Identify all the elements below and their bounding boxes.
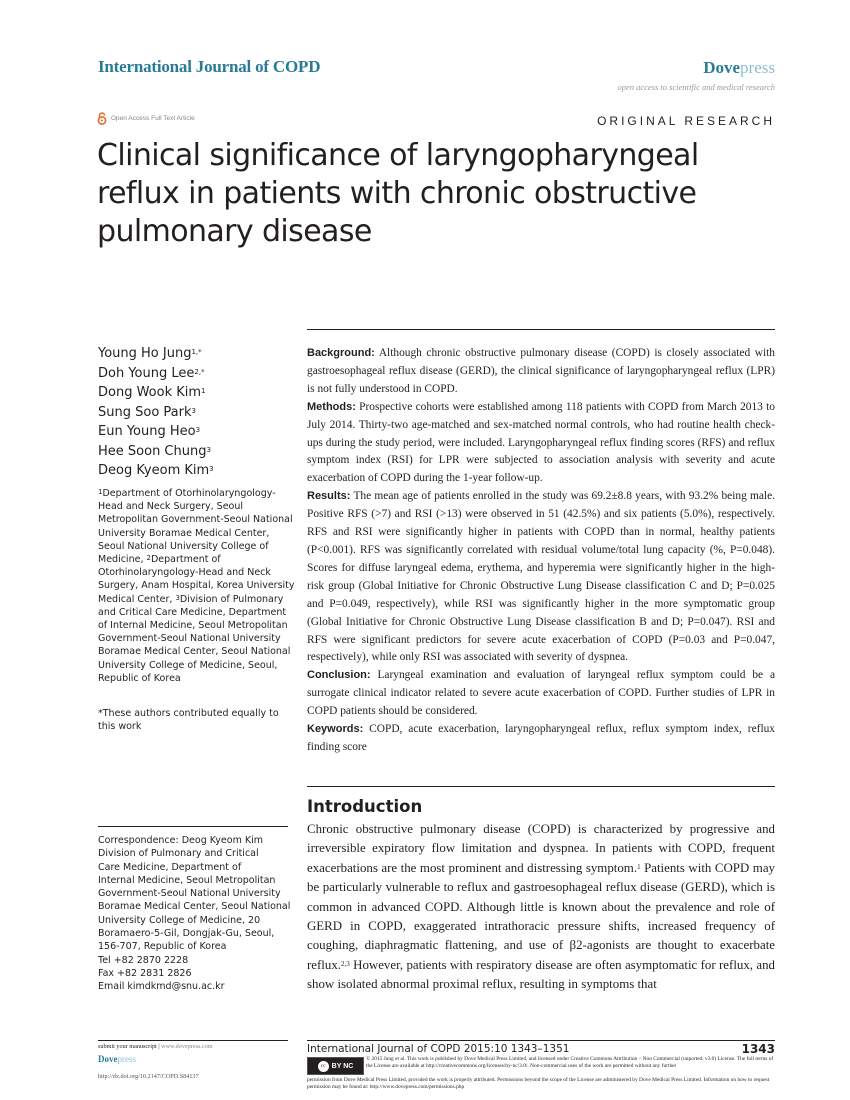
footer-publisher-logo[interactable] [98, 1054, 136, 1064]
body-text: Chronic obstructive pulmonary disease (COPD) is characterized by progressive and irreversible expiratory flow limitation and dyspnea. In patients with COPD, frequent exacerbations are the most prominent and distressing symptom. [307, 822, 775, 875]
abstract [307, 345, 775, 757]
affiliations [98, 487, 298, 685]
abstract-keywords [307, 721, 775, 757]
correspondence-line: Fax +82 2831 2826 [98, 967, 192, 979]
abstract-text: COPD, acute exacerbation, laryngopharyngeal reflux, reflux symptom index, reflux finding score [307, 723, 775, 753]
abstract-background [307, 345, 775, 399]
abstract-text: Prospective cohorts were established among 118 patients with COPD from March 2013 to July 2014. Thirty-two age-matched and sex-matched normal controls, who had routine health check-ups during the study period, were included. Laryngopharyngeal reflux finding scores (RFS) and reflux symptom index (RSI) for LPR were subjected to association analysis with severity and acute exacerbation of COPD during the 1-year follow-up. [307, 400, 775, 485]
body-text: Patients with COPD may be particularly vulnerable to reflux and gastroesophageal reflux disease (GERD), which is common in advanced COPD. Although little is known about the prevalence and role of GERD in COPD, exaggerated intrathoracic pressure shifts, increased frequency of coughing, diaphragmatic flattening, and use of β2-agonists are thought to exacerbate reflux. [307, 860, 775, 972]
affiliation-text: Division of Pulmonary and Critical Care Medicine, Department of Internal Medicine, Seoul Metropolitan Government-Seoul National University Boramae Medical Center, Seoul National University College of Medicine, Seoul, Republic of Korea [98, 593, 291, 684]
abstract-bottom-divider [307, 786, 775, 787]
author-name: Young Ho Jung [98, 346, 192, 361]
publisher-logo-press: press [740, 58, 775, 77]
author [98, 364, 214, 384]
submit-manuscript-line [98, 1043, 213, 1050]
journal-name[interactable]: International Journal of COPD [98, 57, 321, 76]
cc-badge-text: BY NC [331, 1062, 354, 1070]
author-affiliation-mark: 3 [191, 406, 196, 415]
citation: International Journal of COPD 2015:10 1343–1351 [307, 1043, 570, 1055]
abstract-methods [307, 399, 775, 489]
abstract-label: Keywords: [307, 723, 364, 736]
doi-link[interactable]: http://dx.doi.org/10.2147/COPD.S84137 [98, 1073, 199, 1080]
article-title: Clinical significance of laryngopharyngeal reflux in patients with chronic obstructive pulmonary disease [97, 138, 699, 249]
author-name: Doh Young Lee [98, 365, 195, 381]
correspondence-line: University College of Medicine, 20 [98, 914, 261, 926]
author [98, 344, 214, 364]
reference-mark[interactable]: 2,3 [341, 959, 350, 968]
equal-contribution-note: *These authors contributed equally to this work [98, 708, 279, 733]
author-affiliation-mark: 3 [209, 465, 214, 473]
author-name: Dong Wook Kim [98, 385, 202, 400]
affiliation-mark: 1 [98, 488, 103, 496]
abstract-label: Methods: [307, 400, 356, 413]
footer-logo-press: press [117, 1054, 136, 1064]
author-name: Sung Soo Park [98, 404, 192, 420]
abstract-text: The mean age of patients enrolled in the study was 69.2±8.8 years, with 93.2% being male. Positive RFS (>7) and RSI (>13) were observed in 51 (42.5%) and six patients (5.0%), respectively. RFS and RSI were significantly higher in patients with COPD than in normal, healthy patients (P<0.001). RFS was significantly correlated with residual volume/total lung capacity (%, P=0.048). Scores for diffuse laryngeal edema, erythema, and hyperemia were significantly higher in the high-risk group (Global Initiative for Chronic Obstructive Lung Disease classification C and D; P=0.025 and P=0.049, respectively), while RSI was significantly higher in the more symptomatic group (Global Initiative for Chronic Obstructive Lung Disease classification B and D; P=0.047). RSI and RFS were significant predictors for severe acute exacerbation of COPD (P=0.03 and P=0.047, respectively), while only RSI was associated with severity of dyspnea. [307, 490, 775, 664]
author [98, 403, 214, 423]
open-access-lock-icon [97, 112, 107, 125]
footer-divider-right [307, 1040, 775, 1041]
author-affiliation-mark: 2,* [194, 367, 205, 376]
section-heading-introduction: Introduction [307, 797, 423, 816]
body-text: However, patients with respiratory disease are often asymptomatic for reflux, and show isolated abnormal proximal reflux, resulting in symptoms that [307, 957, 775, 992]
abstract-conclusion [307, 667, 775, 721]
open-access-label [97, 112, 195, 125]
publisher-logo[interactable] [703, 58, 775, 78]
abstract-text: Laryngeal examination and evaluation of laryngeal reflux symptom could be a surrogate clinical indicator related to severe acute exacerbation of COPD. Further studies of LPR in COPD patients should be considered. [307, 669, 775, 718]
correspondence-line: Care Medicine, Department of [98, 861, 242, 873]
correspondence-line: 156-707, Republic of Korea [98, 941, 227, 953]
author-name: Deog Kyeom Kim [98, 463, 210, 478]
footer-divider-left [98, 1040, 288, 1041]
abstract-label: Results: [307, 490, 351, 503]
correspondence-line: Correspondence: Deog Kyeom Kim [98, 835, 263, 846]
affiliation-mark: 2 [146, 554, 151, 563]
abstract-label: Conclusion: [307, 669, 371, 682]
affiliation-text: Department of Otorhinolaryngology-Head and Neck Surgery, Seoul Metropolitan Government-Seoul National University Boramae Medical Center, Seoul National University College of Medicine, [98, 488, 293, 566]
author [98, 442, 214, 462]
submit-separator: | [156, 1043, 162, 1050]
footer-logo-dove: Dove [98, 1054, 118, 1064]
correspondence-divider [98, 826, 288, 827]
reference-mark[interactable]: 1 [637, 862, 641, 871]
abstract-results [307, 488, 775, 667]
license-text-continued: permission from Dove Medical Press Limited, provided the work is properly attributed. Permissions beyond the scope of the License are administered by Dove Medical Press Limited. Information on how to request permission may be found at: http://www.dovepress.com/permissions.php [307, 1077, 770, 1091]
submit-link[interactable]: www.dovepress.com [161, 1043, 213, 1050]
creative-commons-icon[interactable] [307, 1057, 364, 1075]
abstract-label: Background: [307, 347, 375, 359]
author-list [98, 344, 214, 481]
author [98, 461, 214, 481]
correspondence-line: Division of Pulmonary and Critical [98, 848, 259, 860]
author-affiliation-mark: 1 [201, 387, 206, 395]
correspondence-line: Boramae Medical Center, Seoul National [98, 901, 291, 913]
correspondence-block [98, 834, 298, 994]
license-text: © 2015 Jung et al. This work is published by Dove Medical Press Limited, and licensed under Creative Commons Attribution – Non Commercial (unported, v3.0) License. The full terms of the License are available at http://creativecommons.org/licenses/by-nc/3.0/. Non-commercial uses of the work are permitted without any further [366, 1056, 774, 1070]
correspondence-line: Tel +82 2870 2228 [98, 954, 189, 966]
correspondence-line: Government-Seoul National University [98, 888, 281, 900]
abstract-text: Although chronic obstructive pulmonary disease (COPD) is closely associated with gastroesophageal reflux disease (GERD), the clinical significance of laryngopharyngeal reflux (LPR) is not fully understood in COPD. [307, 347, 775, 395]
author-name: Hee Soon Chung [98, 443, 207, 459]
author-name: Eun Young Heo [98, 424, 196, 439]
correspondence-email[interactable]: Email kimdkmd@snu.ac.kr [98, 981, 225, 993]
publisher-tagline: open access to scientific and medical research [617, 82, 775, 92]
author [98, 383, 214, 403]
correspondence-line: Internal Medicine, Seoul Metropolitan [98, 874, 276, 886]
author-affiliation-mark: 3 [206, 445, 211, 454]
author [98, 422, 214, 442]
cc-logo-icon: cc [318, 1061, 329, 1072]
submit-label: submit your manuscript [98, 1043, 157, 1050]
author-affiliation-mark: 3 [195, 426, 201, 434]
article-type: ORIGINAL RESEARCH [597, 114, 775, 128]
page-number: 1343 [741, 1042, 775, 1056]
author-affiliation-mark: 1,* [191, 348, 202, 356]
introduction-paragraph [307, 820, 775, 995]
affiliation-mark: 3 [175, 593, 180, 602]
affiliation-text: Department of Otorhinolaryngology-Head and Neck Surgery, Anam Hospital, Korea University Medical Center, [98, 554, 295, 605]
open-access-text: Open Access Full Text Article [111, 115, 195, 122]
publisher-logo-dove: Dove [703, 58, 741, 77]
correspondence-line: Boramaero-5-Gil, Dongjak-Gu, Seoul, [98, 928, 275, 940]
abstract-top-divider [307, 329, 775, 330]
